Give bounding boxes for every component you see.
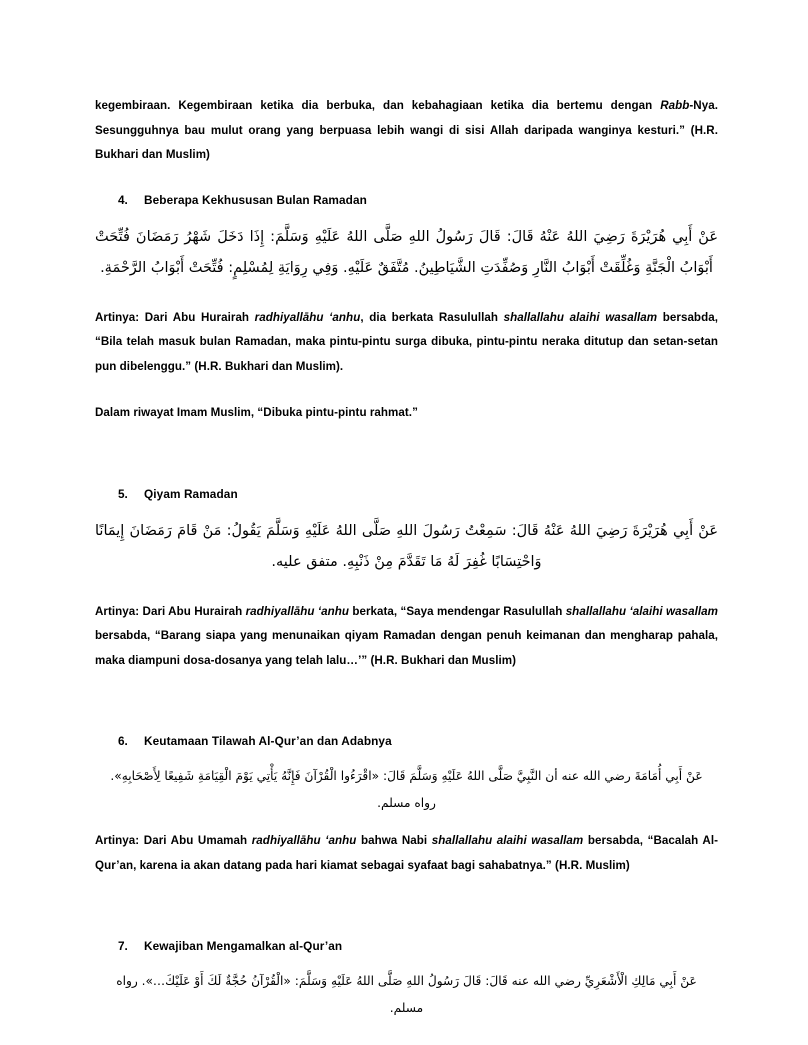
arabic-hadith-4: عَنْ أَبِي هُرَيْرَةَ رَضِيَ اللهُ عَنْهُ قَالَ: قَالَ رَسُولُ اللهِ صَلَّى اللهُ عَلَيْهِ وَسَلَّمَ: إِذَا دَخَلَ شَهْرُ رَمَضَانَ فُتِّحَتْ أَبْوَابُ الْجَنَّةِ وَغُلِّقَتْ أَبْوَابُ النَّارِ وَصُفِّدَتِ الشَّيَاطِينُ. مُتَّفَقٌ عَلَيْهِ. وَفِي رِوَايَةِ لِمُسْلِمٍ: فُتِّحَتْ أَبْوَابُ الرَّحْمَةِ. xyxy=(95,228,718,276)
spacer xyxy=(95,751,718,763)
arabic-hadith-7: عَنْ أَبِي مَالِكِ الْأَشْعَرِيِّ رضي الله عنه قَالَ: قَالَ رَسُولُ اللهِ صَلَّى اللهُ عَلَيْهِ وَسَلَّمَ: «الْقُرْآنُ حُجَّةٌ لَكَ أَوْ عَلَيْكَ…». رواه مسلم. xyxy=(116,974,697,1015)
section-title: Beberapa Kekhususan Bulan Ramadan xyxy=(144,192,367,207)
section-heading-5 xyxy=(95,484,718,504)
spacer xyxy=(95,817,718,829)
section-number: 5. xyxy=(118,486,128,501)
spacer xyxy=(95,673,718,731)
spacer xyxy=(95,878,718,936)
section-heading-6 xyxy=(95,731,718,751)
section-title: Keutamaan Tilawah Al-Qur’an dan Adabnya xyxy=(144,734,392,748)
intro-paragraph: kegembiraan. Kegembiraan ketika dia berbuka, dan kebahagiaan ketika dia bertemu dengan Rabb-Nya. Sesungguhnya bau mulut orang yang berpuasa lebih wangi di sisi Allah daripada wanginya kesturi.” (H.R. Bukhari dan Muslim) xyxy=(95,99,718,161)
spacer xyxy=(95,956,718,968)
spacer xyxy=(95,168,718,190)
translation-6: Artinya: Dari Abu Umamah radhiyallāhu ‘anhu bahwa Nabi shallallahu alaihi wasallam bersabda, “Bacalah Al-Qur’an, karena ia akan datang pada hari kiamat sebagai syafaat bagi sahabatnya.” (H.R. Muslim) xyxy=(95,834,719,872)
translation-4: Artinya: Dari Abu Hurairah radhiyallāhu ‘anhu, dia berkata Rasulullah shallallahu alaihi wasallam bersabda, “Bila telah masuk bulan Ramadan, maka pintu-pintu surga dibuka, pintu-pintu neraka ditutup dan setan-setan pun dibelenggu.” (H.R. Bukhari dan Muslim). xyxy=(95,310,718,373)
spacer xyxy=(95,578,718,600)
section-number: 6. xyxy=(118,734,128,748)
intro-italic-term: Rabb xyxy=(660,99,690,112)
section-title: Qiyam Ramadan xyxy=(144,486,238,501)
section-heading-4 xyxy=(95,190,718,210)
section-number: 7. xyxy=(118,939,128,953)
arabic-hadith-6: عَنْ أَبِي أُمَامَةَ رضي الله عنه أن النَّبِيَّ صَلَّى اللهُ عَلَيْهِ وَسَلَّمَ قَالَ: «اقْرَءُوا الْقُرْآنَ فَإِنَّهُ يَأْتِي يَوْمَ الْقِيَامَةِ شَفِيعًا لِأَصْحَابِهِ». رواه مسلم. xyxy=(110,769,703,810)
spacer xyxy=(95,426,718,484)
narration-note-4: Dalam riwayat Imam Muslim, “Dibuka pintu-pintu rahmat.” xyxy=(95,406,418,419)
spacer xyxy=(95,379,718,401)
spacer xyxy=(95,210,718,222)
spacer xyxy=(95,504,718,516)
section-title: Kewajiban Mengamalkan al-Qur’an xyxy=(144,939,343,953)
section-heading-7 xyxy=(95,936,718,956)
spacer xyxy=(95,284,718,306)
document-body xyxy=(95,94,718,1022)
arabic-hadith-5: عَنْ أَبِي هُرَيْرَةَ رَضِيَ اللهُ عَنْهُ قَالَ: سَمِعْتُ رَسُولَ اللهِ صَلَّى اللهُ عَلَيْهِ وَسَلَّمَ يَقُولُ: مَنْ قَامَ رَمَضَانَ إِيمَانًا وَاحْتِسَابًا غُفِرَ لَهُ مَا تَقَدَّمَ مِنْ ذَنْبِهِ. متفق عليه. xyxy=(95,522,718,570)
section-number: 4. xyxy=(118,192,128,207)
translation-5: Artinya: Dari Abu Hurairah radhiyallāhu ‘anhu berkata, “Saya mendengar Rasulullah shallallahu ‘alaihi wasallam bersabda, “Barang siapa yang menunaikan qiyam Ramadan dengan penuh keimanan dan mengharap pahala, maka diampuni dosa-dosanya yang telah lalu…’” (H.R. Bukhari dan Muslim) xyxy=(95,604,718,667)
